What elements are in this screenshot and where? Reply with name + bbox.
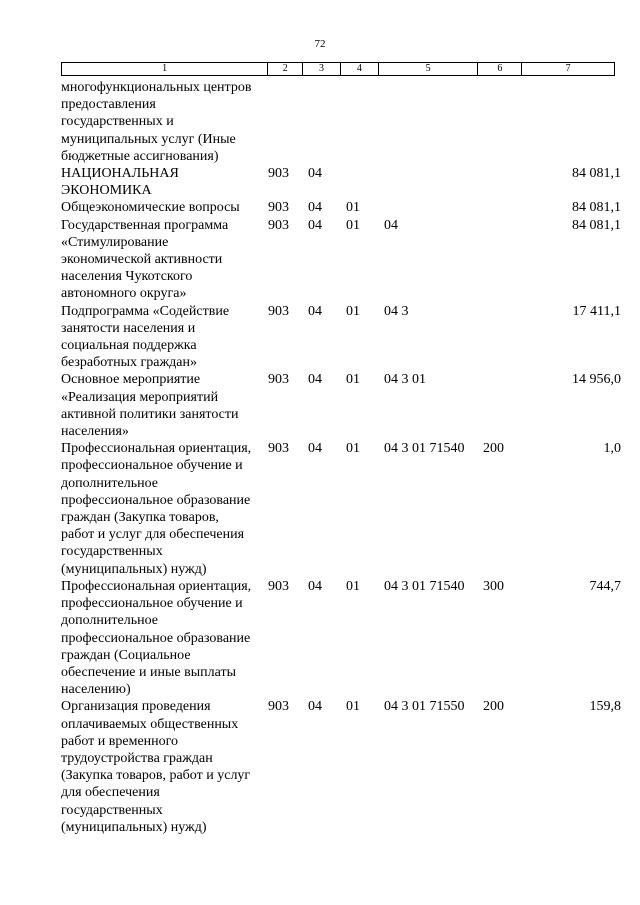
table-row <box>61 199 621 216</box>
header-col-2: 2 <box>268 63 303 75</box>
row-target-article: 04 3 01 71550 <box>384 699 465 715</box>
row-target-article: 04 3 <box>384 303 409 319</box>
header-col-1: 1 <box>62 63 268 75</box>
row-name: Организация проведения оплачиваемых общественных работ и временного трудоустройства граждан (Закупка товаров, работ и услуг для обеспечения государственных (муниципальных) нужд) <box>61 699 251 835</box>
row-subsection-code: 01 <box>346 699 360 715</box>
row-target-article: 04 <box>384 217 398 233</box>
header-col-7: 7 <box>565 63 571 74</box>
row-target-article: 04 3 01 71540 <box>384 441 465 457</box>
row-subsection-code: 01 <box>346 578 360 594</box>
table-row <box>61 303 621 372</box>
row-subsection-code: 01 <box>346 200 360 216</box>
row-name: Профессиональная ориентация, профессиональное обучение и дополнительное профессиональное образование граждан (Закупка товаров, работ и услуг для обеспечения государственных (муниципальных) нужд) <box>61 441 252 577</box>
row-amount: 159,8 <box>589 699 621 715</box>
table-row <box>61 371 621 440</box>
header-col-4: 4 <box>341 63 379 75</box>
row-ministry-code: 903 <box>268 166 289 182</box>
row-expense-type: 300 <box>483 578 504 594</box>
header-col-3: 3 <box>303 63 341 75</box>
row-section-code: 04 <box>308 372 322 388</box>
header-col-5: 5 <box>379 63 479 75</box>
row-expense-type: 200 <box>483 699 504 715</box>
row-name: многофункциональных центров предоставления государственных и муниципальных услуг (Иные бюджетные ассигнования) <box>61 80 252 164</box>
table-header <box>61 62 615 76</box>
row-subsection-code: 01 <box>346 372 360 388</box>
row-subsection-code: 01 <box>346 303 360 319</box>
row-amount: 84 081,1 <box>572 166 621 182</box>
row-expense-type: 200 <box>483 441 504 457</box>
row-ministry-code: 903 <box>268 303 289 319</box>
row-name: Общеэкономические вопросы <box>61 200 240 216</box>
table-body <box>61 79 621 836</box>
table-row <box>61 578 621 698</box>
row-subsection-code: 01 <box>346 217 360 233</box>
header-col-6: 6 <box>478 63 522 75</box>
row-name: Подпрограмма «Содействие занятости населения и социальная поддержка безработных граждан» <box>61 303 230 371</box>
row-amount: 744,7 <box>589 578 621 594</box>
row-section-code: 04 <box>308 166 322 182</box>
table-row <box>61 440 621 578</box>
row-amount: 1,0 <box>603 441 621 457</box>
row-ministry-code: 903 <box>268 578 289 594</box>
row-section-code: 04 <box>308 303 322 319</box>
table-row <box>61 217 621 303</box>
row-name: НАЦИОНАЛЬНАЯ ЭКОНОМИКА <box>61 166 179 199</box>
row-amount: 84 081,1 <box>572 200 621 216</box>
row-ministry-code: 903 <box>268 699 289 715</box>
row-section-code: 04 <box>308 578 322 594</box>
row-amount: 84 081,1 <box>572 217 621 233</box>
table-row <box>61 79 621 165</box>
table-row <box>61 165 621 199</box>
row-section-code: 04 <box>308 441 322 457</box>
row-section-code: 04 <box>308 217 322 233</box>
row-name: Государственная программа «Стимулирование экономической активности населения Чукотского автономного округа» <box>61 217 229 302</box>
row-amount: 14 956,0 <box>572 372 621 388</box>
row-section-code: 04 <box>308 699 322 715</box>
row-ministry-code: 903 <box>268 372 289 388</box>
table-row <box>61 698 621 836</box>
row-amount: 17 411,1 <box>572 303 621 319</box>
row-name: Основное мероприятие «Реализация мероприятий активной политики занятости населения» <box>61 372 239 440</box>
row-ministry-code: 903 <box>268 200 289 216</box>
row-section-code: 04 <box>308 200 322 216</box>
row-subsection-code: 01 <box>346 441 360 457</box>
row-ministry-code: 903 <box>268 217 289 233</box>
row-target-article: 04 3 01 71540 <box>384 578 465 594</box>
row-ministry-code: 903 <box>268 441 289 457</box>
row-target-article: 04 3 01 <box>384 372 426 388</box>
row-name: Профессиональная ориентация, профессиональное обучение и дополнительное профессиональное образование граждан (Социальное обеспечение и иные выплаты населению) <box>61 578 252 698</box>
page-number: 72 <box>314 38 326 50</box>
